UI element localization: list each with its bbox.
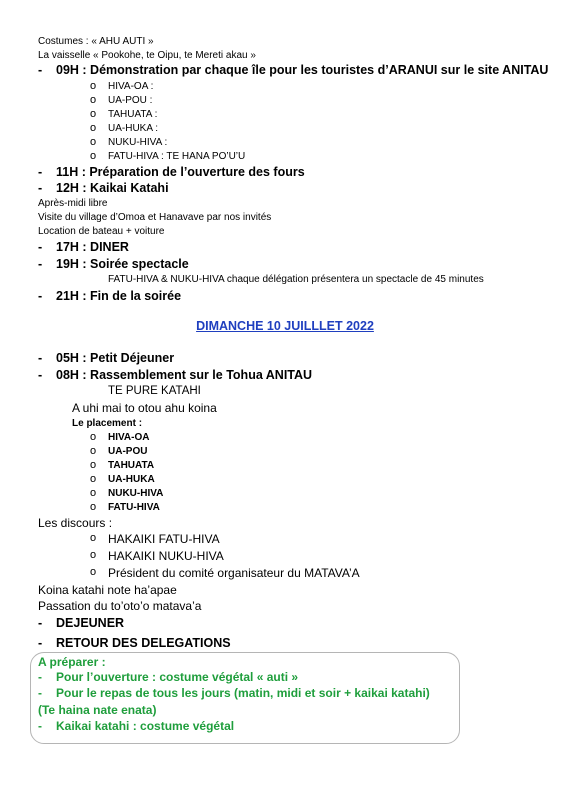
prepare-item: Pour le repas de tous les jours (matin, midi et soir + kaikai katahi) <box>56 686 430 700</box>
schedule-17h: 17H : DINER <box>56 240 129 254</box>
prepare-item: Pour l’ouverture : costume végétal « auti » <box>56 670 299 684</box>
bullet-icon: o <box>90 136 97 148</box>
location-line: Location de bateau + voiture <box>38 226 165 237</box>
bullet-icon: o <box>90 122 97 134</box>
dash-icon: - <box>38 368 43 382</box>
spectacle-note: FATU-HIVA & NUKU-HIVA chaque délégation présentera un spectacle de 45 minutes <box>108 274 484 285</box>
bullet-icon: o <box>90 94 97 106</box>
passation-line: Passation du to’oto’o matava’a <box>38 599 202 613</box>
a-uhi-line: A uhi mai to otou ahu koina <box>72 401 217 415</box>
visite-line: Visite du village d’Omoa et Hanavave par nos invités <box>38 212 272 223</box>
schedule-08h: 08H : Rassemblement sur le Tohua ANITAU <box>56 368 313 382</box>
schedule-12h: 12H : Kaikai Katahi <box>56 181 169 195</box>
prepare-note: (Te haina nate enata) <box>38 703 157 717</box>
dash-icon: - <box>38 616 43 630</box>
apres-midi-line: Après-midi libre <box>38 198 108 209</box>
island-item: UA-POU : <box>108 95 153 106</box>
dash-icon: - <box>38 289 43 303</box>
island-item: NUKU-HIVA : <box>108 137 168 148</box>
bullet-icon: o <box>90 501 97 513</box>
vaisselle-line: La vaisselle « Pookohe, te Oipu, te Mereti akau » <box>38 50 256 61</box>
dejeuner-line: DEJEUNER <box>56 616 125 630</box>
te-pure-line: TE PURE KATAHI <box>108 385 201 397</box>
discours-item: HAKAIKI FATU-HIVA <box>108 532 220 546</box>
schedule-21h: 21H : Fin de la soirée <box>56 289 182 303</box>
dash-icon: - <box>38 240 43 254</box>
bullet-icon: o <box>90 150 97 162</box>
placement-item: TAHUATA <box>108 460 155 471</box>
discours-item: HAKAIKI NUKU-HIVA <box>108 549 224 563</box>
island-item: UA-HUKA : <box>108 123 159 134</box>
bullet-icon: o <box>90 566 97 578</box>
schedule-11h: 11H : Préparation de l’ouverture des fours <box>56 165 305 179</box>
dash-icon: - <box>38 670 42 684</box>
discours-item: Président du comité organisateur du MATAVA’A <box>108 566 360 580</box>
island-item: FATU-HIVA : TE HANA PO’U’U <box>108 151 246 162</box>
bullet-icon: o <box>90 487 97 499</box>
dash-icon: - <box>38 636 43 650</box>
bullet-icon: o <box>90 108 97 120</box>
day-title: DIMANCHE 10 JUILLLET 2022 <box>196 319 374 333</box>
costumes-line: Costumes : « AHU AUTI » <box>38 36 154 47</box>
dash-icon: - <box>38 351 43 365</box>
prepare-title: A préparer : <box>38 655 106 669</box>
bullet-icon: o <box>90 445 97 457</box>
placement-label: Le placement : <box>72 418 143 429</box>
dash-icon: - <box>38 257 43 271</box>
discours-label: Les discours : <box>38 516 113 530</box>
dash-icon: - <box>38 719 42 733</box>
bullet-icon: o <box>90 473 97 485</box>
schedule-09h: 09H : Démonstration par chaque île pour les touristes d’ARANUI sur le site ANITAU <box>56 63 549 77</box>
dash-icon: - <box>38 181 43 195</box>
bullet-icon: o <box>90 549 97 561</box>
bullet-icon: o <box>90 80 97 92</box>
dash-icon: - <box>38 63 43 77</box>
prepare-item: Kaikai katahi : costume végétal <box>56 719 235 733</box>
koina-line: Koina katahi note ha’apae <box>38 583 177 597</box>
placement-item: HIVA-OA <box>108 432 150 443</box>
schedule-05h: 05H : Petit Déjeuner <box>56 351 175 365</box>
bullet-icon: o <box>90 459 97 471</box>
placement-item: NUKU-HIVA <box>108 488 164 499</box>
placement-item: UA-HUKA <box>108 474 155 485</box>
bullet-icon: o <box>90 532 97 544</box>
placement-item: FATU-HIVA <box>108 502 160 513</box>
dash-icon: - <box>38 165 43 179</box>
island-item: HIVA-OA : <box>108 81 154 92</box>
schedule-19h: 19H : Soirée spectacle <box>56 257 189 271</box>
retour-line: RETOUR DES DELEGATIONS <box>56 636 231 650</box>
placement-item: UA-POU <box>108 446 148 457</box>
island-item: TAHUATA : <box>108 109 158 120</box>
dash-icon: - <box>38 686 42 700</box>
bullet-icon: o <box>90 431 97 443</box>
